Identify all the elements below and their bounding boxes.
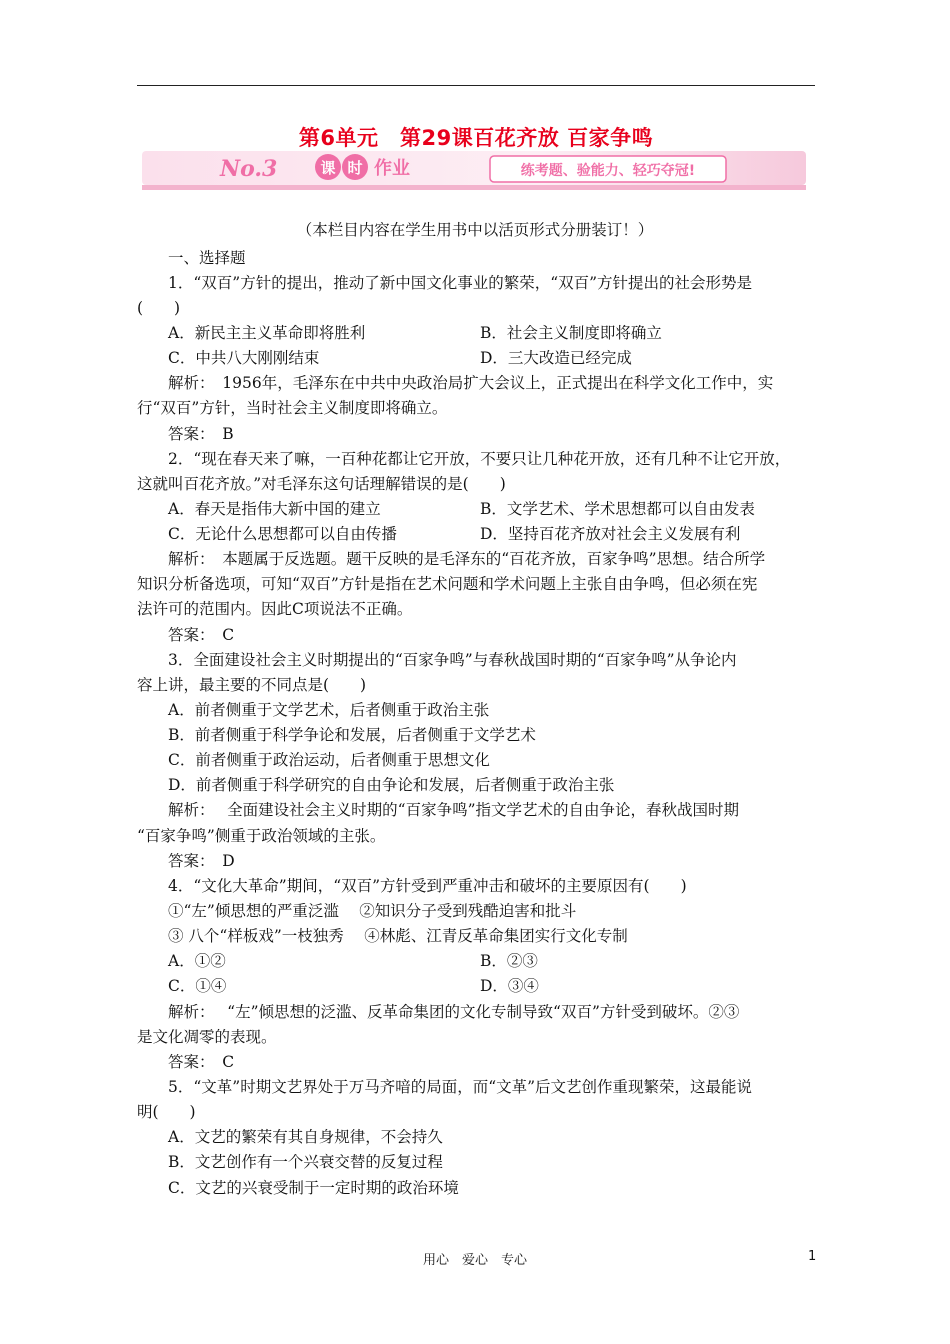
question-stem: 2．“现在春天来了嘛，一百种花都让它开放，不要只让几种花开放，还有几种不让它开放， [168,450,791,468]
option: C．前者侧重于政治运动，后者侧重于思想文化 [168,751,490,769]
footer-motto: 用心 爱心 专心 [422,1253,527,1268]
question-stem: 1．“双百”方针的提出，推动了新中国文化事业的繁荣，“双百”方针提出的社会形势是 [168,274,753,292]
option: D．三大改造已经完成 [480,349,632,367]
statement: ①“左”倾思想的严重泛滥 ②知识分子受到残酷迫害和批斗 [168,902,577,920]
question-stem: 3．全面建设社会主义时期提出的“百家争鸣”与春秋战国时期的“百家争鸣”从争论内 [168,651,737,669]
option: A．新民主主义革命即将胜利 [168,324,366,342]
option: D．坚持百花齐放对社会主义发展有利 [480,525,741,543]
analysis: 法许可的范围内。因此C项说法不正确。 [137,600,413,618]
option: A．①② [168,952,226,970]
binding-note: （本栏目内容在学生用书中以活页形式分册装订！） [296,221,654,239]
statement: ③ 八个“样板戏”一枝独秀 ④林彪、江青反革命集团实行文化专制 [168,927,628,945]
question-stem: 明( ) [137,1103,196,1121]
banner-no-label: No.3 [220,156,278,182]
option: A．文艺的繁荣有其自身规律，不会持久 [168,1128,443,1146]
analysis: “百家争鸣”侧重于政治领域的主张。 [137,827,386,845]
analysis: 解析： 全面建设社会主义时期的“百家争鸣”指文学艺术的自由争论，春秋战国时期 [168,801,740,819]
analysis: 是文化凋零的表现。 [137,1028,277,1046]
banner-slogan: 练考题、验能力、轻巧夺冠! [520,163,696,179]
banner-zuoye: 作业 [374,158,410,179]
question-stem: 容上讲，最主要的不同点是( ) [137,676,367,694]
option: B．文艺创作有一个兴衰交替的反复过程 [168,1153,443,1171]
analysis: 解析： 1956年，毛泽东在中共中央政治局扩大会议上，正式提出在科学文化工作中，实 [168,374,774,392]
question-stem: 这就叫百花齐放。”对毛泽东这句话理解错误的是( ) [137,475,506,493]
page-number: 1 [808,1249,817,1264]
option: B．②③ [480,952,538,970]
option: C．文艺的兴衰受制于一定时期的政治环境 [168,1179,459,1197]
section-heading: 一、选择题 [168,249,246,267]
answer: 答案： C [168,626,235,644]
option: D．前者侧重于科学研究的自由争论和发展，后者侧重于政治主张 [168,776,615,794]
analysis: 解析： 本题属于反选题。题干反映的是毛泽东的“百花齐放，百家争鸣”思想。结合所学 [168,550,766,568]
option: A．前者侧重于文学艺术，后者侧重于政治主张 [168,701,490,719]
option: B．社会主义制度即将确立 [480,324,662,342]
analysis: 行“双百”方针，当时社会主义制度即将确立。 [137,399,448,417]
answer: 答案： C [168,1053,235,1071]
banner-shi: 时 [347,159,363,177]
option: D．③④ [480,977,539,995]
analysis: 解析： “左”倾思想的泛滥、反革命集团的文化专制导致“双百”方针受到破坏。②③ [168,1003,740,1021]
answer: 答案： B [168,425,234,443]
option: C．①④ [168,977,227,995]
option: B．前者侧重于科学争论和发展，后者侧重于文学艺术 [168,726,536,744]
question-stem: 4．“文化大革命”期间，“双百”方针受到严重冲击和破坏的主要原因有( ) [168,877,687,895]
option: C．无论什么思想都可以自由传播 [168,525,397,543]
option: C．中共八大刚刚结束 [168,349,320,367]
question-stem: ( ) [137,299,181,317]
banner-ke: 课 [320,159,336,177]
question-stem: 5．“文革”时期文艺界处于万马齐喑的局面，而“文革”后文艺创作重现繁荣，这最能说 [168,1078,753,1096]
homework-banner [140,147,808,193]
page-title: 第6单元 第29课百花齐放 百家争鸣 [298,126,654,150]
analysis: 知识分析备选项，可知“双百”方针是指在艺术问题和学术问题上主张自由争鸣，但必须在宪 [137,575,758,593]
option: B．文学艺术、学术思想都可以自由发表 [480,500,755,518]
header-rule [137,85,815,86]
option: A．春天是指伟大新中国的建立 [168,500,381,518]
answer: 答案： D [168,852,235,870]
